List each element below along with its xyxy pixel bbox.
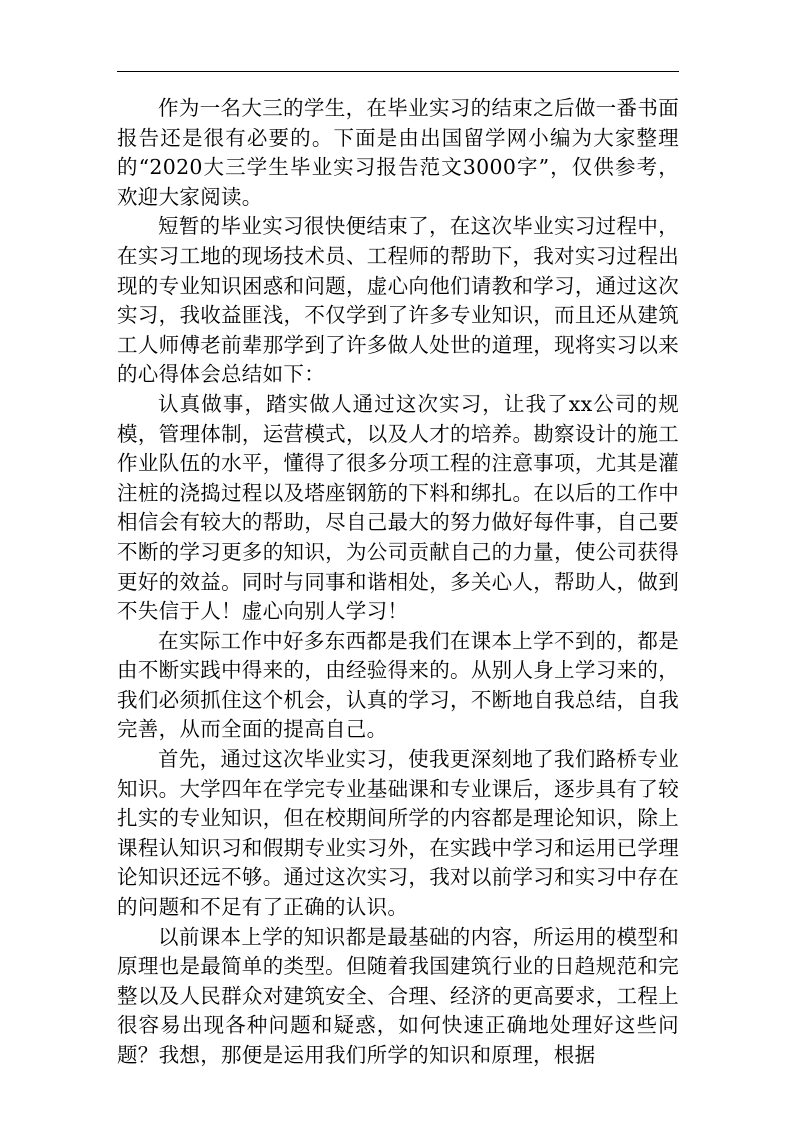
paragraph-professional-knowledge: 首先，通过这次毕业实习，使我更深刻地了我们路桥专业知识。大学四年在学完专业基础课和专业课后，逐步具有了较扎实的专业知识，但在校期间所学的内容都是理论知识，除上课程认知识习和假期专业实习外，在实践中学习和运用已学理论知识还远不够。通过这次实习，我对以前学习和实习中存在的问题和不足有了正确的认识。 [117,747,679,920]
paragraph-intro: 作为一名大三的学生，在毕业实习的结束之后做一番书面报告还是很有必要的。下面是由出国留学网小编为大家整理的“2020大三学生毕业实习报告范文3000字”，仅供参考，欢迎大家阅读。 [117,96,679,209]
header-rule [117,71,679,72]
document-body [117,94,679,1071]
paragraph-textbook-knowledge: 以前课本上学的知识都是最基础的内容，所运用的模型和原理也是最简单的类型。但随着我国建筑行业的日趋规范和完整以及人民群众对建筑安全、合理、经济的更高要求，工程上很容易出现各种问题和疑惑，如何快速正确地处理好这些问题？我想，那便是运用我们所学的知识和原理，根据 [117,924,679,1067]
paragraph-internship-summary: 短暂的毕业实习很快便结束了，在这次毕业实习过程中，在实习工地的现场技术员、工程师的帮助下，我对实习过程出现的专业知识困惑和问题，虚心向他们请教和学习，通过这次实习，我收益匪浅，不仅学到了许多专业知识，而且还从建筑工人师傅老前辈那学到了许多做人处世的道理，现将实习以来的心得体会总结如下： [117,214,679,387]
paragraph-practice: 在实际工作中好多东西都是我们在课本上学不到的，都是由不断实践中得来的，由经验得来的。从别人身上学习来的，我们必须抓住这个机会，认真的学习，不断地自我总结，自我完善，从而全面的提高自己。 [117,628,679,742]
paragraph-work-attitude: 认真做事，踏实做人通过这次实习，让我了xx公司的规模，管理体制，运营模式，以及人才的培养。勘察设计的施工作业队伍的水平，懂得了很多分项工程的注意事项，尤其是灌注桩的浇捣过程以及塔座钢筋的下料和绑扎。在以后的工作中相信会有较大的帮助，尽自己最大的努力做好每件事，自己要不断的学习更多的知识，为公司贡献自己的力量，使公司获得更好的效益。同时与同事和谐相处，多关心人，帮助人，做到不失信于人！虚心向别人学习！ [117,391,679,624]
